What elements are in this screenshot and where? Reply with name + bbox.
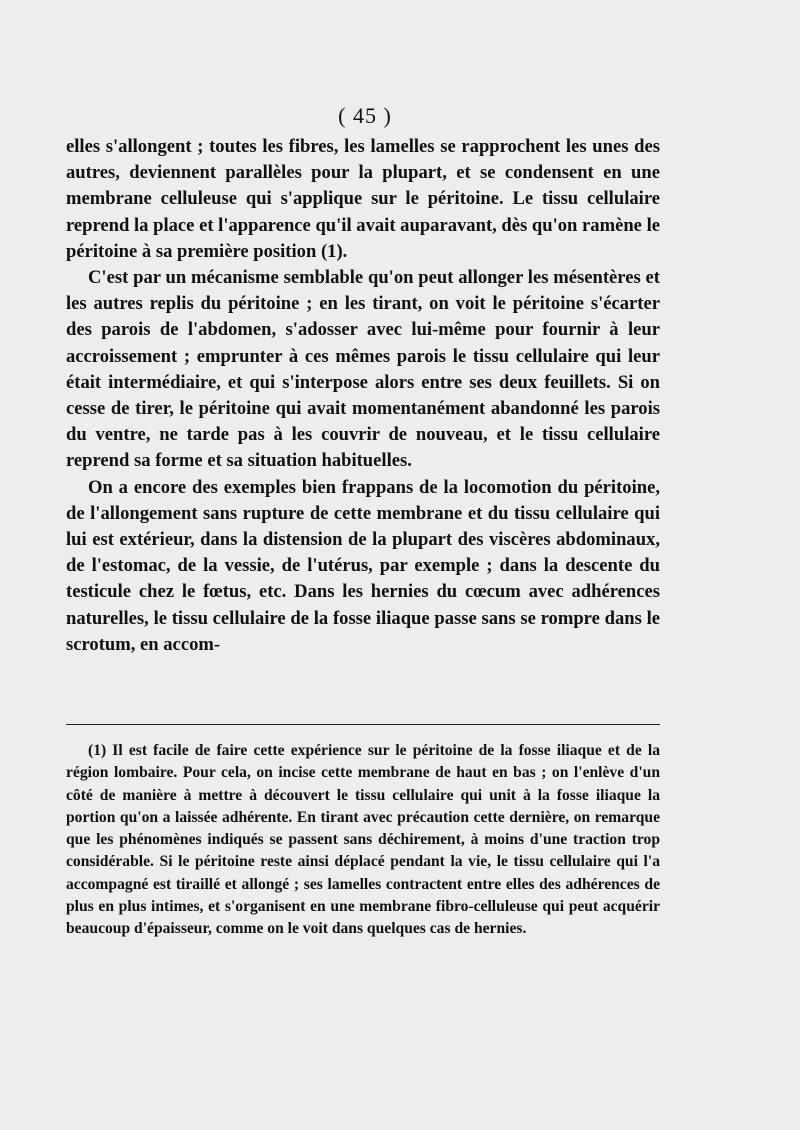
main-text — [66, 134, 660, 658]
footnote-text: (1) Il est facile de faire cette expérience sur le péritoine de la fosse iliaque et de la région lombaire. Pour cela, on incise cette membrane de haut en bas ; on l'enlève d'un côté de manière à mettre à découvert le tissu cellulaire qui unit à la fosse iliaque la portion qu'on a laissée adhérente. En tirant avec précaution cette dernière, on remarque que les phénomènes indiqués se passent sans déchirement, à moins d'une traction trop considérable. Si le péritoine reste ainsi déplacé pendant la vie, le tissu cellulaire qui l'a accompagné est tiraillé et allongé ; ses lamelles contractent entre elles des adhérences de plus en plus intimes, et s'organisent en une membrane fibro-celluleuse qui peut acquérir beaucoup d'épaisseur, comme on le voit dans quelques cas de hernies. — [66, 742, 660, 938]
paragraph-1: elles s'allongent ; toutes les fibres, les lamelles se rapprochent les unes des autres, deviennent parallèles pour la plupart, et se condensent en une membrane celluleuse qui s'applique sur le péritoine. Le tissu cellulaire reprend la place et l'apparence qu'il avait auparavant, dès qu'on ramène le péritoine à sa première position (1). — [66, 136, 660, 262]
paragraph-2: C'est par un mécanisme semblable qu'on peut allonger les mésentères et les autres replis du péritoine ; en les tirant, on voit le péritoine s'écarter des parois de l'abdomen, s'adosser avec lui-même pour fournir à leur accroissement ; emprunter à ces mêmes parois le tissu cellulaire qui leur était intermédiaire, et qui s'interpose alors entre ses deux feuillets. Si on cesse de tirer, le péritoine qui avait momentanément abandonné les parois du ventre, ne tarde pas à les couvrir de nouveau, et le tissu cellulaire reprend sa forme et sa situation habituelles. — [66, 267, 660, 472]
footnote — [66, 740, 660, 941]
page-number: ( 45 ) — [338, 103, 392, 128]
paragraph-3: On a encore des exemples bien frappans de la locomotion du péritoine, de l'allongement sans rupture de cette membrane et du tissu cellulaire qui lui est extérieur, dans la distension de la plupart des viscères abdominaux, de l'estomac, de la vessie, de l'utérus, par exemple ; dans la descente du testicule chez le fœtus, etc. Dans les hernies du cœcum avec adhérences naturelles, le tissu cellulaire de la fosse iliaque passe sans se rompre dans le scrotum, en accom- — [66, 476, 660, 655]
footnote-divider — [66, 724, 660, 725]
